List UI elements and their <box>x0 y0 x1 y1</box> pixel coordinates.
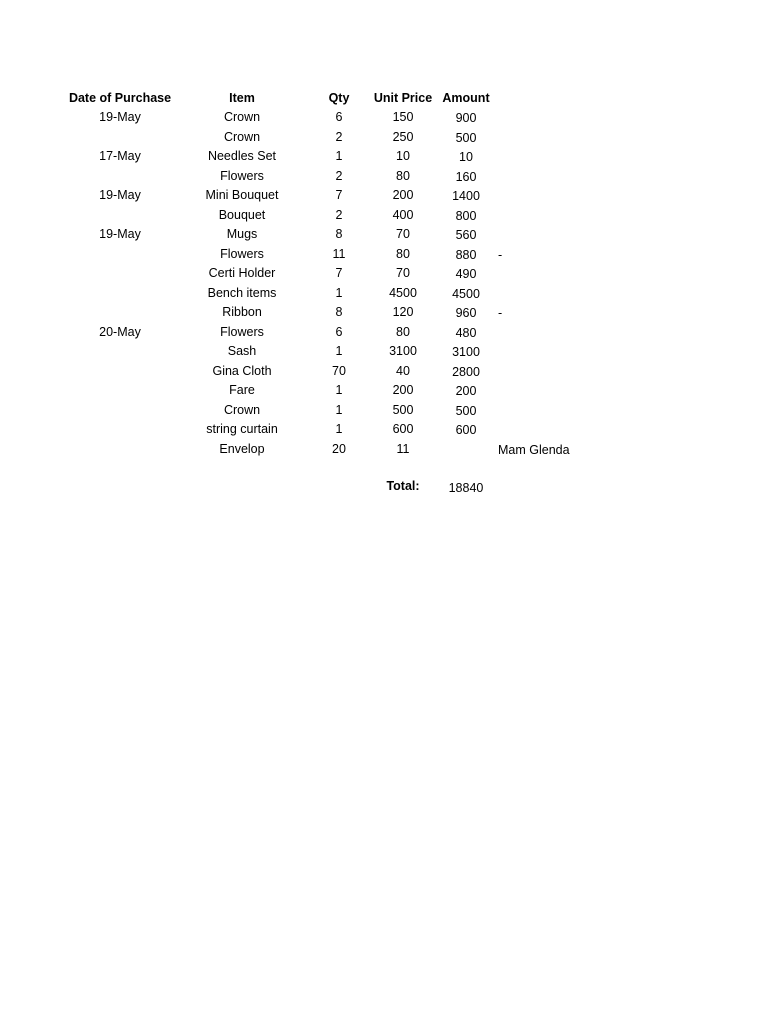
cell-amount: 160 <box>455 170 477 184</box>
cell-item: Gina Cloth <box>212 364 272 378</box>
cell-amount: 500 <box>455 131 477 145</box>
cell-item: Flowers <box>220 325 264 339</box>
cell-unit-price: 11 <box>396 442 410 456</box>
cell-date <box>60 343 180 359</box>
cell-qty: 8 <box>335 227 343 241</box>
cell-amount: 480 <box>455 326 477 340</box>
cell-unit-price: 70 <box>396 266 410 280</box>
cell-unit-price: 200 <box>392 383 414 397</box>
header-qty: Qty <box>328 91 350 105</box>
header-amount: Amount <box>442 91 490 105</box>
cell-note: Mam Glenda <box>498 443 570 457</box>
cell-date <box>60 421 180 437</box>
cell-qty: 1 <box>335 149 343 163</box>
cell-unit-price: 3100 <box>389 344 417 358</box>
cell-item: Crown <box>223 110 261 124</box>
cell-unit-price: 10 <box>396 149 410 163</box>
cell-item: Bouquet <box>218 208 266 222</box>
cell-date <box>60 168 180 184</box>
cell-qty: 1 <box>335 422 343 436</box>
cell-item: Sash <box>227 344 257 358</box>
cell-date: 17-May <box>99 149 141 163</box>
cell-note <box>498 325 608 341</box>
cell-unit-price: 250 <box>392 130 414 144</box>
header-date-of-purchase: Date of Purchase <box>68 91 172 105</box>
cell-note: - <box>498 306 503 320</box>
cell-amount: 3100 <box>452 345 480 359</box>
cell-amount: 600 <box>455 423 477 437</box>
cell-qty: 7 <box>335 188 343 202</box>
cell-date <box>60 304 180 320</box>
cell-qty: 11 <box>332 247 346 261</box>
cell-note: - <box>498 248 503 262</box>
cell-qty: 2 <box>335 208 343 222</box>
cell-qty: 1 <box>335 383 343 397</box>
cell-note <box>498 169 608 185</box>
cell-note <box>498 344 608 360</box>
cell-unit-price: 150 <box>392 110 414 124</box>
cell-unit-price: 120 <box>392 305 414 319</box>
cell-amount: 1400 <box>452 189 480 203</box>
cell-note <box>498 403 608 419</box>
cell-amount: 800 <box>455 209 477 223</box>
cell-note <box>498 286 608 302</box>
cell-amount: 960 <box>455 306 477 320</box>
cell-qty: 7 <box>335 266 343 280</box>
cell-amount: 490 <box>455 267 477 281</box>
cell-item: Needles Set <box>207 149 277 163</box>
total-value: 18840 <box>448 481 484 495</box>
cell-date: 19-May <box>99 188 141 202</box>
header-unit-price: Unit Price <box>373 91 433 105</box>
cell-date <box>60 246 180 262</box>
cell-amount: 500 <box>455 404 477 418</box>
cell-note <box>498 383 608 399</box>
cell-qty: 6 <box>335 110 343 124</box>
cell-note <box>498 110 608 126</box>
cell-item: string curtain <box>206 422 278 436</box>
cell-amount: 900 <box>455 111 477 125</box>
cell-unit-price: 200 <box>392 188 414 202</box>
cell-date <box>60 129 180 145</box>
cell-unit-price: 80 <box>396 169 410 183</box>
cell-qty: 2 <box>335 130 343 144</box>
cell-unit-price: 4500 <box>389 286 417 300</box>
total-label: Total: <box>386 479 420 493</box>
cell-amount: 560 <box>455 228 477 242</box>
cell-qty: 1 <box>335 286 343 300</box>
cell-amount: 200 <box>455 384 477 398</box>
cell-date: 19-May <box>99 227 141 241</box>
cell-qty: 1 <box>335 344 343 358</box>
cell-note <box>498 227 608 243</box>
cell-unit-price: 40 <box>396 364 410 378</box>
cell-unit-price: 400 <box>392 208 414 222</box>
cell-amount: 4500 <box>452 287 480 301</box>
cell-date: 20-May <box>99 325 141 339</box>
cell-note <box>498 130 608 146</box>
cell-item: Crown <box>223 403 261 417</box>
cell-date: 19-May <box>99 110 141 124</box>
cell-note <box>498 364 608 380</box>
cell-qty: 1 <box>335 403 343 417</box>
cell-date <box>60 441 180 457</box>
cell-qty: 6 <box>335 325 343 339</box>
cell-item: Fare <box>229 383 255 397</box>
cell-unit-price: 80 <box>396 247 410 261</box>
cell-item: Crown <box>223 130 261 144</box>
cell-unit-price: 80 <box>396 325 410 339</box>
cell-item: Flowers <box>220 247 264 261</box>
cell-date <box>60 363 180 379</box>
cell-item: Ribbon <box>222 305 262 319</box>
cell-date <box>60 265 180 281</box>
cell-unit-price: 70 <box>396 227 410 241</box>
cell-amount <box>436 442 496 458</box>
cell-note <box>498 266 608 282</box>
cell-item: Mugs <box>226 227 258 241</box>
cell-item: Flowers <box>220 169 264 183</box>
cell-amount: 10 <box>459 150 473 164</box>
cell-date <box>60 382 180 398</box>
cell-unit-price: 500 <box>392 403 414 417</box>
cell-date <box>60 285 180 301</box>
cell-qty: 70 <box>332 364 346 378</box>
cell-item: Certi Holder <box>208 266 276 280</box>
cell-qty: 20 <box>332 442 346 456</box>
cell-unit-price: 600 <box>392 422 414 436</box>
cell-date <box>60 402 180 418</box>
cell-note <box>498 422 608 438</box>
cell-item: Envelop <box>219 442 265 456</box>
cell-note <box>498 149 608 165</box>
cell-amount: 2800 <box>452 365 480 379</box>
cell-qty: 8 <box>335 305 343 319</box>
cell-item: Bench items <box>207 286 277 300</box>
cell-note <box>498 188 608 204</box>
header-item: Item <box>229 91 255 105</box>
cell-amount: 880 <box>455 248 477 262</box>
cell-item: Mini Bouquet <box>205 188 279 202</box>
cell-note <box>498 208 608 224</box>
cell-date <box>60 207 180 223</box>
cell-qty: 2 <box>335 169 343 183</box>
